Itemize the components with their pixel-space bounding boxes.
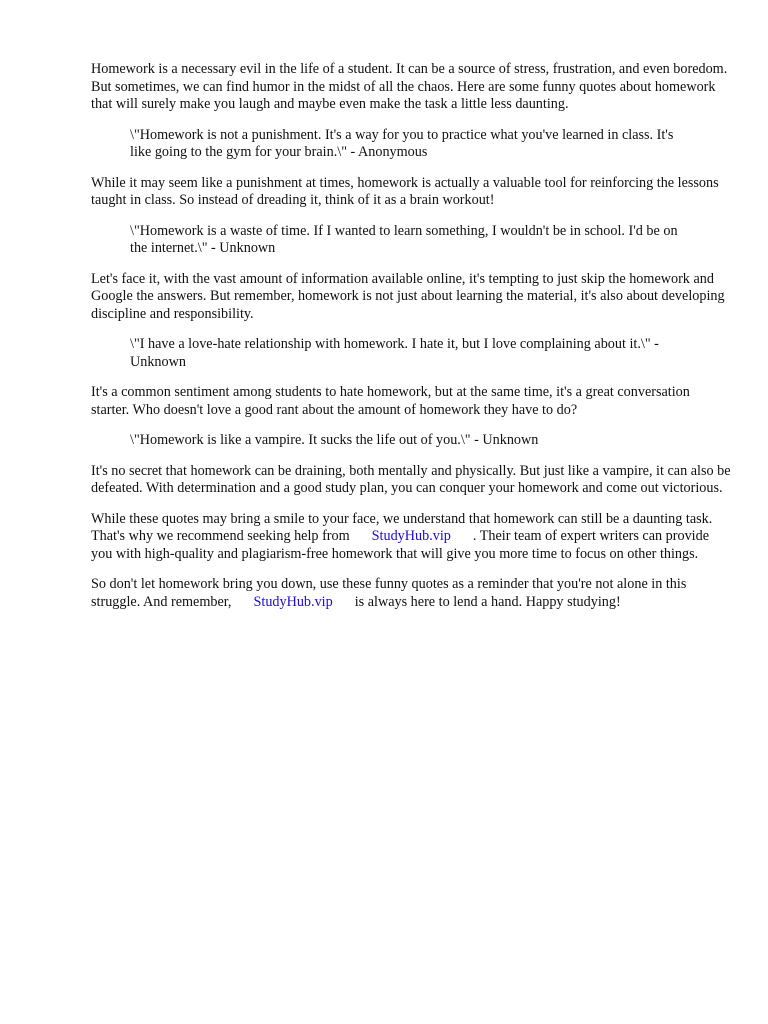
studyhub-link-1[interactable]: StudyHub.vip bbox=[371, 528, 451, 544]
paragraph-7 bbox=[91, 576, 731, 611]
quote-2: \"Homework is a waste of time. If I wanted to learn something, I wouldn't be in school. I'd be on the internet.\" - Unknown bbox=[130, 222, 678, 256]
paragraph-6-text-after: . Their team of expert writers can provide you with high-quality and plagiarism-free homework that will give you more time to focus on other things. bbox=[91, 528, 709, 562]
paragraph-6-text-before: While these quotes may bring a smile to your face, we understand that homework can still be a daunting task. That's why we recommend seeking help from bbox=[91, 510, 713, 544]
paragraph-4: It's a common sentiment among students to hate homework, but at the same time, it's a great conversation starter. Who doesn't love a good rant about the amount of homework they have to do? bbox=[91, 384, 690, 418]
paragraph-2: While it may seem like a punishment at times, homework is actually a valuable tool for reinforcing the lessons taught in class. So instead of dreading it, think of it as a brain workout! bbox=[91, 174, 719, 208]
paragraph-7-text-before: So don't let homework bring you down, use these funny quotes as a reminder that you're not alone in this struggle. And remember, bbox=[91, 576, 687, 610]
paragraph-6 bbox=[91, 511, 731, 564]
studyhub-link-2[interactable]: StudyHub.vip bbox=[253, 593, 333, 610]
paragraph-7-text-after: is always here to lend a hand. Happy studying! bbox=[354, 593, 621, 610]
intro-paragraph: Homework is a necessary evil in the life of a student. It can be a source of stress, frustration, and even boredom. But sometimes, we can find humor in the midst of all the chaos. Here are some funny quotes about homework that will surely make you laugh and maybe even make the task a little less daunting. bbox=[91, 61, 728, 112]
paragraph-5: It's no secret that homework can be draining, both mentally and physically. But just like a vampire, it can also be defeated. With determination and a good study plan, you can conquer your homework and come out victorious. bbox=[91, 462, 731, 496]
paragraph-3: Let's face it, with the vast amount of information available online, it's tempting to just skip the homework and Google the answers. But remember, homework is not just about learning the material, it's also about developing discipline and responsibility. bbox=[91, 270, 725, 322]
document-body bbox=[91, 61, 731, 624]
quote-4: \"Homework is like a vampire. It sucks the life out of you.\" - Unknown bbox=[130, 432, 539, 448]
quote-1: \"Homework is not a punishment. It's a way for you to practice what you've learned in class. It's like going to the gym for your brain.\" - Anonymous bbox=[130, 126, 674, 160]
quote-3: \"I have a love-hate relationship with homework. I hate it, but I love complaining about it.\" - Unknown bbox=[130, 336, 659, 370]
